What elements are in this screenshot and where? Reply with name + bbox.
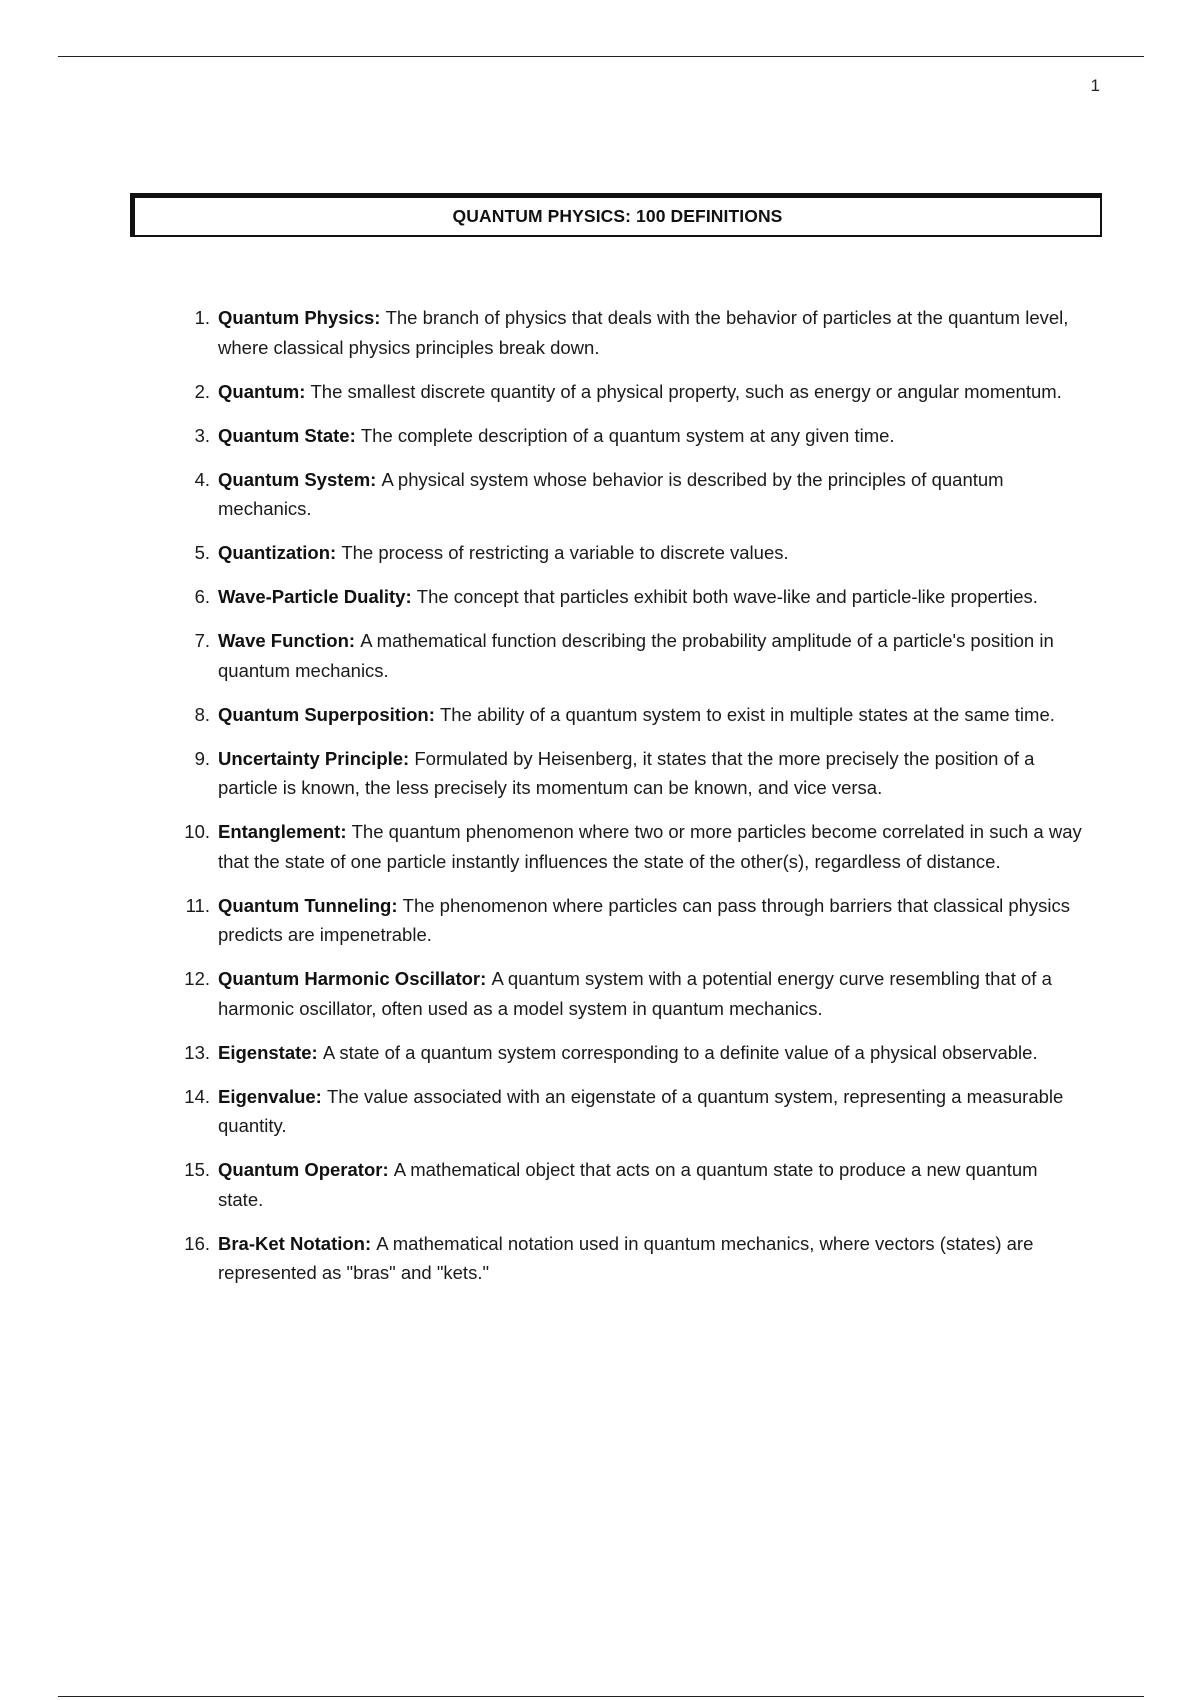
definition-number: 11. <box>185 894 210 916</box>
header-rule <box>58 56 1144 57</box>
definition-number: 15. <box>184 1159 210 1180</box>
definition-term: Wave-Particle Duality: <box>218 586 417 607</box>
definition-number: 3. <box>194 424 210 446</box>
definition-term: Eigenstate: <box>218 1041 323 1063</box>
definition-term: Bra-Ket Notation: <box>218 1232 377 1254</box>
definition-text: The ability of a quantum system to exist in multiple states at the same time. <box>440 703 1055 725</box>
definition-number: 6. <box>194 586 210 607</box>
definition-item <box>176 1082 1084 1141</box>
definition-item <box>176 744 1084 803</box>
definition-text: A mathematical object that acts on a quantum state to produce a new quantum state. <box>218 1159 1038 1210</box>
definition-number: 13. <box>184 1041 210 1063</box>
definition-item <box>176 1038 1084 1068</box>
definition-term: Quantum Superposition: <box>218 703 440 725</box>
definition-term: Quantum: <box>218 380 311 402</box>
title-box <box>130 193 1102 237</box>
definition-number: 14. <box>184 1085 210 1107</box>
definition-text: The complete description of a quantum system at any given time. <box>360 424 895 446</box>
definition-text: The smallest discrete quantity of a physical property, such as energy or angular momentum. <box>310 380 1062 402</box>
definition-text: A mathematical notation used in quantum mechanics, where vectors (states) are represented as "bras" and "kets." <box>218 1232 1034 1283</box>
definition-term: Entanglement: <box>218 821 352 842</box>
definition-number: 7. <box>194 630 210 651</box>
definition-term: Quantum Physics: <box>218 307 386 328</box>
definition-number: 12. <box>184 968 210 989</box>
definition-text: A mathematical function describing the probability amplitude of a particle's position in quantum mechanics. <box>218 630 1054 681</box>
definition-item <box>176 1229 1084 1288</box>
definition-item <box>176 421 1084 451</box>
definition-item <box>176 1155 1084 1214</box>
definition-term: Quantum System: <box>218 468 382 490</box>
definition-term: Quantum Harmonic Oscillator: <box>218 968 492 989</box>
definition-text: The branch of physics that deals with the behavior of particles at the quantum level, where classical physics principles break down. <box>218 307 1069 358</box>
definition-text: The process of restricting a variable to discrete values. <box>341 542 789 563</box>
page-number: 1 <box>1090 76 1100 95</box>
definition-number: 9. <box>194 747 210 769</box>
definition-term: Quantum Tunneling: <box>218 894 403 916</box>
definition-term: Uncertainty Principle: <box>218 747 415 769</box>
definition-number: 10. <box>184 821 210 842</box>
definition-item <box>176 700 1084 730</box>
definition-item <box>176 626 1084 685</box>
definition-number: 1. <box>194 307 210 328</box>
definition-item <box>176 964 1084 1023</box>
definition-item <box>176 377 1084 407</box>
definition-item <box>176 817 1084 876</box>
definition-term: Quantum Operator: <box>218 1159 394 1180</box>
definition-number: 5. <box>194 542 210 563</box>
definition-item <box>176 891 1084 950</box>
definition-text: A quantum system with a potential energy curve resembling that of a harmonic oscillator, often used as a model system in quantum mechanics. <box>218 968 1052 1019</box>
definition-term: Wave Function: <box>218 630 361 651</box>
definitions-list <box>176 303 1084 1302</box>
definition-term: Eigenvalue: <box>218 1085 327 1107</box>
definition-number: 2. <box>194 380 210 402</box>
definition-text: The quantum phenomenon where two or more particles become correlated in such a way that the state of one particle instantly influences the state of the other(s), regardless of distance. <box>218 821 1082 872</box>
definition-text: The phenomenon where particles can pass through barriers that classical physics predicts are impenetrable. <box>218 894 1071 945</box>
definition-item <box>176 582 1084 612</box>
footer-rule <box>58 1696 1144 1697</box>
definition-term: Quantization: <box>218 542 342 563</box>
definition-term: Quantum State: <box>218 424 361 446</box>
definition-text: A state of a quantum system corresponding to a definite value of a physical observable. <box>322 1041 1038 1063</box>
definition-text: The value associated with an eigenstate of a quantum system, representing a measurable quantity. <box>218 1085 1064 1136</box>
definition-item <box>176 538 1084 568</box>
definition-number: 4. <box>194 468 210 490</box>
definition-text: Formulated by Heisenberg, it states that the more precisely the position of a particle is known, the less precisely its momentum can be known, and vice versa. <box>218 747 1035 798</box>
definition-item <box>176 303 1084 362</box>
definition-text: The concept that particles exhibit both wave-like and particle-like properties. <box>416 586 1038 607</box>
definition-text: A physical system whose behavior is described by the principles of quantum mechanics. <box>218 468 1004 519</box>
definition-number: 8. <box>194 703 210 725</box>
definition-item <box>176 465 1084 524</box>
definition-number: 16. <box>184 1232 210 1254</box>
page-title: QUANTUM PHYSICS: 100 DEFINITIONS <box>452 206 783 226</box>
